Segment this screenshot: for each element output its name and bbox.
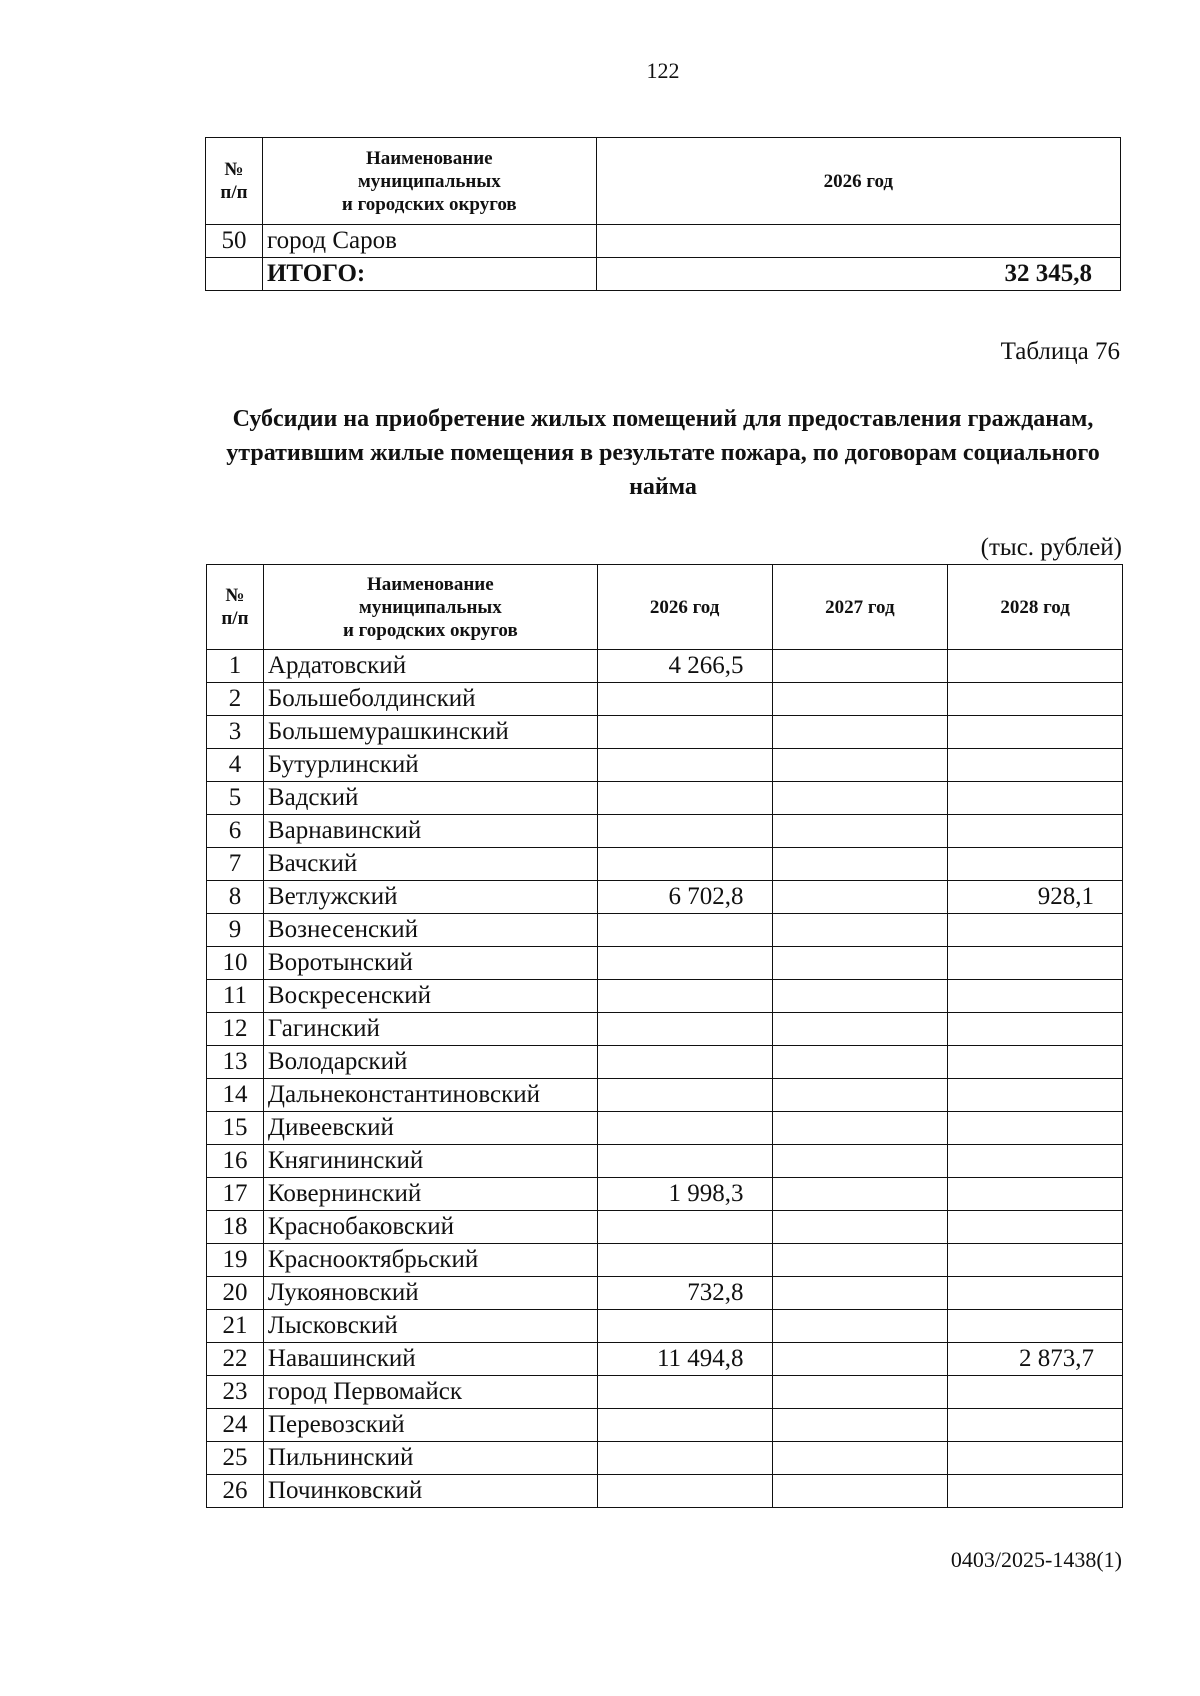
row-value-2028: 2 873,7 — [948, 1343, 1123, 1376]
table-row — [207, 1211, 1123, 1244]
table-title: Субсидии на приобретение жилых помещений для предоставления гражданам, утратившим жилые помещения в результате пожара, по договорам социального найма — [226, 406, 1100, 500]
row-name: город Первомайск — [263, 1376, 597, 1409]
table-row — [207, 1475, 1123, 1508]
row-num: 18 — [207, 1211, 264, 1244]
table-row — [207, 1079, 1123, 1112]
row-value-2028 — [948, 1112, 1123, 1145]
row-value-2027 — [772, 1178, 948, 1211]
row-num: 21 — [207, 1310, 264, 1343]
row-value-2026 — [597, 1244, 772, 1277]
row-value-2027 — [772, 914, 948, 947]
row-num: 20 — [207, 1277, 264, 1310]
row-name: Краснобаковский — [263, 1211, 597, 1244]
row-name: Починковский — [263, 1475, 597, 1508]
row-num: 6 — [207, 815, 264, 848]
header-num: № п/п — [206, 138, 263, 225]
row-name: Ардатовский — [263, 650, 597, 683]
table-number-label: Таблица 76 — [1000, 338, 1120, 365]
row-value-2026: 1 998,3 — [597, 1178, 772, 1211]
row-value-2026 — [597, 1409, 772, 1442]
row-value-2028 — [948, 1376, 1123, 1409]
row-value-2026 — [597, 1112, 772, 1145]
row-num: 4 — [207, 749, 264, 782]
row-value-2027 — [772, 815, 948, 848]
row-num: 2 — [207, 683, 264, 716]
row-name: Вадский — [263, 782, 597, 815]
row-num: 22 — [207, 1343, 264, 1376]
row-name: город Саров — [262, 225, 596, 258]
row-value-2028 — [948, 749, 1123, 782]
row-value-2028 — [948, 1475, 1123, 1508]
table-row — [207, 650, 1123, 683]
row-value-2028 — [948, 782, 1123, 815]
row-name: Вачский — [263, 848, 597, 881]
table-row — [207, 1376, 1123, 1409]
total-num — [206, 258, 263, 291]
row-name: Ковернинский — [263, 1178, 597, 1211]
table-row — [207, 1145, 1123, 1178]
table-row — [207, 1112, 1123, 1145]
row-value-2028 — [948, 1178, 1123, 1211]
row-name: Воскресенский — [263, 980, 597, 1013]
table-row — [207, 1046, 1123, 1079]
row-value-2028 — [948, 683, 1123, 716]
row-value-2028 — [948, 1409, 1123, 1442]
row-value-2026 — [597, 980, 772, 1013]
row-value-2028 — [948, 1211, 1123, 1244]
table-row — [207, 1442, 1123, 1475]
row-value-2027 — [772, 947, 948, 980]
row-value-2027 — [772, 716, 948, 749]
row-num: 8 — [207, 881, 264, 914]
row-value-2026 — [597, 782, 772, 815]
row-value-2026 — [597, 914, 772, 947]
row-value-2026: 6 702,8 — [597, 881, 772, 914]
row-name: Вознесенский — [263, 914, 597, 947]
table-row — [207, 815, 1123, 848]
row-value-2028 — [948, 848, 1123, 881]
row-value-2027 — [772, 980, 948, 1013]
row-name: Перевозский — [263, 1409, 597, 1442]
row-name: Гагинский — [263, 1013, 597, 1046]
row-num: 15 — [207, 1112, 264, 1145]
row-num: 17 — [207, 1178, 264, 1211]
row-value-2026 — [597, 1013, 772, 1046]
row-value-2028 — [948, 1046, 1123, 1079]
row-value-2027 — [772, 848, 948, 881]
row-value-2027 — [772, 1145, 948, 1178]
row-name: Лысковский — [263, 1310, 597, 1343]
header-name: Наименование муниципальных и городских округов — [262, 138, 596, 225]
row-value-2026 — [597, 1475, 772, 1508]
row-value-2028 — [948, 650, 1123, 683]
row-value-2027 — [772, 1046, 948, 1079]
table-row — [207, 1244, 1123, 1277]
row-num: 3 — [207, 716, 264, 749]
row-value-2026 — [597, 749, 772, 782]
row-value-2028 — [948, 1013, 1123, 1046]
table-row — [207, 1277, 1123, 1310]
row-value-2028 — [948, 1310, 1123, 1343]
total-label: ИТОГО: — [262, 258, 596, 291]
header-2026: 2026 год — [597, 565, 772, 650]
row-value-2027 — [772, 683, 948, 716]
row-value-2026 — [597, 1079, 772, 1112]
row-value-2026 — [597, 1442, 772, 1475]
row-num: 1 — [207, 650, 264, 683]
header-2026: 2026 год — [596, 138, 1120, 225]
row-num: 9 — [207, 914, 264, 947]
row-value-2026 — [597, 683, 772, 716]
table-row — [207, 1013, 1123, 1046]
table-row — [207, 749, 1123, 782]
table-row — [207, 947, 1123, 980]
table-row — [207, 683, 1123, 716]
row-value-2026 — [597, 1310, 772, 1343]
table-row — [207, 848, 1123, 881]
row-value-2028 — [948, 980, 1123, 1013]
table-row — [206, 225, 1121, 258]
row-num: 16 — [207, 1145, 264, 1178]
total-value: 32 345,8 — [596, 258, 1120, 291]
row-num: 25 — [207, 1442, 264, 1475]
row-value-2028 — [948, 947, 1123, 980]
row-value-2026 — [597, 947, 772, 980]
row-value-2026: 11 494,8 — [597, 1343, 772, 1376]
row-num: 7 — [207, 848, 264, 881]
row-value-2026 — [596, 225, 1120, 258]
row-value-2028 — [948, 1244, 1123, 1277]
row-value-2027 — [772, 1112, 948, 1145]
subsidy-table — [206, 564, 1123, 1508]
row-num: 26 — [207, 1475, 264, 1508]
row-value-2027 — [772, 1343, 948, 1376]
table-row — [207, 1343, 1123, 1376]
header-row — [206, 138, 1121, 225]
header-2027: 2027 год — [772, 565, 948, 650]
row-value-2028 — [948, 1079, 1123, 1112]
row-value-2027 — [772, 1244, 948, 1277]
table-row — [207, 881, 1123, 914]
row-name: Воротынский — [263, 947, 597, 980]
header-row — [207, 565, 1123, 650]
table-row — [207, 980, 1123, 1013]
row-name: Княгининский — [263, 1145, 597, 1178]
row-value-2028 — [948, 1277, 1123, 1310]
header-name: Наименование муниципальных и городских округов — [263, 565, 597, 650]
row-num: 14 — [207, 1079, 264, 1112]
table-row — [207, 716, 1123, 749]
row-value-2028 — [948, 914, 1123, 947]
row-num: 10 — [207, 947, 264, 980]
table-row — [207, 1310, 1123, 1343]
row-num: 50 — [206, 225, 263, 258]
row-value-2026: 4 266,5 — [597, 650, 772, 683]
row-value-2027 — [772, 749, 948, 782]
table-row — [207, 1178, 1123, 1211]
row-num: 19 — [207, 1244, 264, 1277]
row-name: Пильнинский — [263, 1442, 597, 1475]
row-value-2026 — [597, 815, 772, 848]
row-value-2026 — [597, 1145, 772, 1178]
row-name: Краснооктябрьский — [263, 1244, 597, 1277]
row-value-2027 — [772, 1211, 948, 1244]
row-value-2027 — [772, 1376, 948, 1409]
continued-table — [205, 137, 1121, 291]
row-name: Володарский — [263, 1046, 597, 1079]
row-value-2027 — [772, 1079, 948, 1112]
row-value-2027 — [772, 881, 948, 914]
row-value-2028 — [948, 716, 1123, 749]
row-value-2027 — [772, 1277, 948, 1310]
row-value-2026 — [597, 1046, 772, 1079]
row-value-2027 — [772, 1442, 948, 1475]
page-number: 122 — [646, 58, 680, 83]
row-name: Дивеевский — [263, 1112, 597, 1145]
row-value-2027 — [772, 1475, 948, 1508]
total-row — [206, 258, 1121, 291]
row-num: 23 — [207, 1376, 264, 1409]
row-name: Ветлужский — [263, 881, 597, 914]
row-num: 13 — [207, 1046, 264, 1079]
row-value-2028 — [948, 1145, 1123, 1178]
row-value-2026 — [597, 716, 772, 749]
table-body — [207, 650, 1123, 1508]
table-row — [207, 1409, 1123, 1442]
row-name: Навашинский — [263, 1343, 597, 1376]
row-name: Дальнеконстантиновский — [263, 1079, 597, 1112]
header-num: № п/п — [207, 565, 264, 650]
row-value-2026: 732,8 — [597, 1277, 772, 1310]
row-value-2028: 928,1 — [948, 881, 1123, 914]
header-2028: 2028 год — [948, 565, 1123, 650]
row-num: 11 — [207, 980, 264, 1013]
row-num: 5 — [207, 782, 264, 815]
row-value-2027 — [772, 1409, 948, 1442]
row-name: Бутурлинский — [263, 749, 597, 782]
row-value-2026 — [597, 848, 772, 881]
row-value-2026 — [597, 1376, 772, 1409]
row-value-2027 — [772, 1310, 948, 1343]
row-name: Большемурашкинский — [263, 716, 597, 749]
row-name: Лукояновский — [263, 1277, 597, 1310]
row-value-2028 — [948, 815, 1123, 848]
table-row — [207, 914, 1123, 947]
document-code: 0403/2025-1438(1) — [950, 1547, 1122, 1572]
row-num: 24 — [207, 1409, 264, 1442]
row-name: Варнавинский — [263, 815, 597, 848]
row-value-2028 — [948, 1442, 1123, 1475]
row-value-2027 — [772, 1013, 948, 1046]
table-row — [207, 782, 1123, 815]
row-num: 12 — [207, 1013, 264, 1046]
row-value-2027 — [772, 650, 948, 683]
row-name: Большеболдинский — [263, 683, 597, 716]
units-label: (тыс. рублей) — [980, 534, 1122, 561]
row-value-2026 — [597, 1211, 772, 1244]
row-value-2027 — [772, 782, 948, 815]
